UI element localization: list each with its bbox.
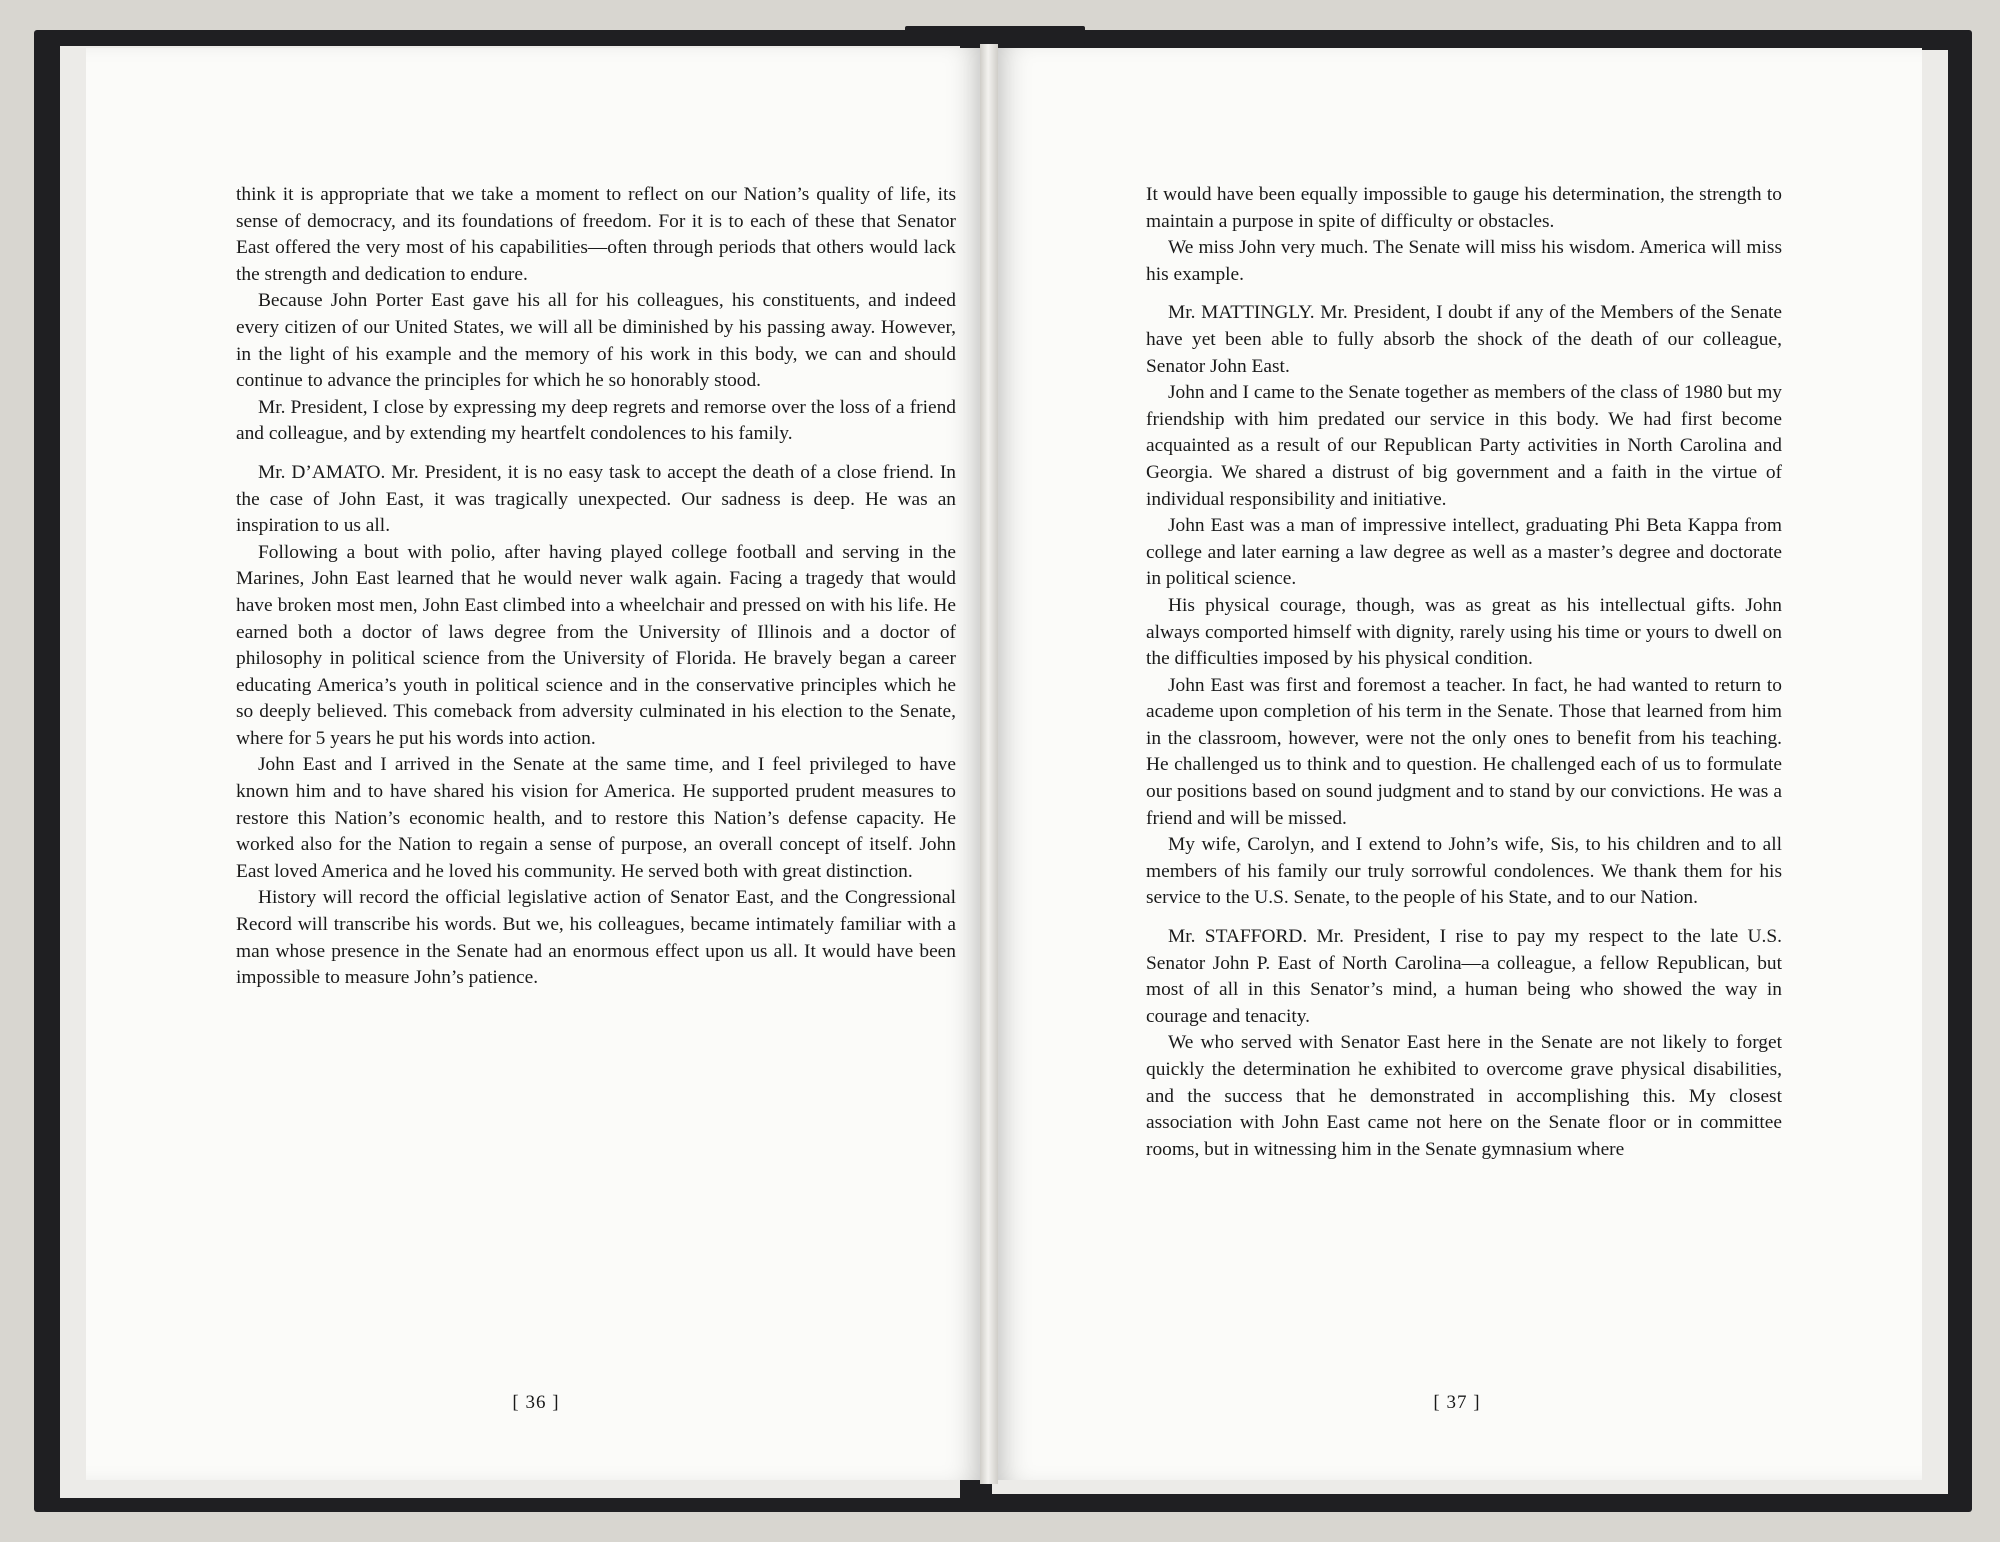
paragraph: His physical courage, though, was as great as his intellectual gifts. John always comported himself with dignity, rarely using his time or yours to dwell on the difficulties imposed by his physical condition. [1146,594,1782,670]
speaker-paragraph: Mr. D’AMATO. Mr. President, it is no easy task to accept the death of a close friend. In the case of John East, it was tragically unexpected. Our sadness is deep. He was an inspiration to us all. [236,461,956,537]
paragraph: John East and I arrived in the Senate at the same time, and I feel privileged to have known him and to have shared his vision for America. He supported prudent measures to restore this Nation’s economic health, and to restore this Nation’s defense capacity. He worked also for the Nation to regain a sense of purpose, an overall concept of itself. John East loved America and he loved his community. He served both with great distinction. [236,754,956,882]
left-page-text [236,182,956,992]
speaker-paragraph: Mr. MATTINGLY. Mr. President, I doubt if any of the Members of the Senate have yet been able to fully absorb the shock of the death of our colleague, Senator John East. [1146,302,1782,377]
paragraph: We miss John very much. The Senate will miss his wisdom. America will miss his example. [1146,237,1782,285]
page-number: [ 36 ] [512,1392,560,1413]
paragraph: John East was a man of impressive intellect, graduating Phi Beta Kappa from college and later earning a law degree as well as a master’s degree and doctorate in political science. [1146,515,1782,590]
paragraph: Following a bout with polio, after having played college football and serving in the Marines, John East learned that he would never walk again. Facing a tragedy that would have broken most men, John East climbed into a wheelchair and pressed on with his life. He earned both a doctor of laws degree from the University of Illinois and a doctor of philosophy in political science from the University of Florida. He bravely began a career educating America’s youth in political science and in the conservative principles which he so deeply believed. This comeback from adversity culminated in his election to the Senate, where for 5 years he put his words into action. [236,541,956,749]
right-page-text [1146,182,1782,1163]
paragraph: We who served with Senator East here in the Senate are not likely to forget quickly the determination he exhibited to overcome grave physical disabilities, and the success that he demonstrated in accomplishing this. My closest association with John East came not here on the Senate floor or in committee rooms, but in witnessing him in the Senate gymnasium where [1146,1032,1782,1160]
speaker-paragraph: Mr. STAFFORD. Mr. President, I rise to pay my respect to the late U.S. Senator John P. East of North Carolina—a colleague, a fellow Republican, but most of all in this Senator’s mind, a human being who showed the way in courage and tenacity. [1146,926,1782,1027]
paragraph: History will record the official legislative action of Senator East, and the Congressional Record will transcribe his words. But we, his colleagues, became intimately familiar with a man whose presence in the Senate had an enormous effect upon us all. It would have been impossible to measure John’s patience. [236,887,956,989]
paragraph: think it is appropriate that we take a moment to reflect on our Nation’s quality of life, its sense of democracy, and its foundations of freedom. For it is to each of these that Senator East offered the very most of his capabilities—often through periods that others would lack the strength and dedication to endure. [236,184,956,285]
paragraph: Because John Porter East gave his all for his colleagues, his constituents, and indeed every citizen of our United States, we will all be diminished by his passing away. However, in the light of his example and the memory of his work in this body, we can and should continue to advance the principles for which he so honorably stood. [236,290,956,392]
paragraph: John and I came to the Senate together as members of the class of 1980 but my friendship with him predated our service in this body. We had first become acquainted as a result of our Republican Party activities in North Carolina and Georgia. We shared a distrust of big government and a faith in the virtue of individual responsibility and initiative. [1146,382,1782,510]
paragraph: It would have been equally impossible to gauge his determination, the strength to maintain a purpose in spite of difficulty or obstacles. [1146,184,1782,232]
paragraph: My wife, Carolyn, and I extend to John’s wife, Sis, to his children and to all members of his family our truly sorrowful condolences. We thank them for his service to the U.S. Senate, to the people of his State, and to our Nation. [1146,834,1782,909]
paragraph: Mr. President, I close by expressing my deep regrets and remorse over the loss of a friend and colleague, and by extending my heartfelt condolences to his family. [236,396,956,445]
book-spine [905,26,1085,44]
paragraph: John East was first and foremost a teacher. In fact, he had wanted to return to academe upon completion of his term in the Senate. Those that learned from him in the classroom, however, were not the only ones to benefit from his teaching. He challenged us to think and to question. He challenged each of us to formulate our positions based on sound judgment and to stand by our convictions. He was a friend and will be missed. [1146,674,1782,829]
right-page [992,48,1922,1480]
book-gutter [980,44,998,1484]
page-number: [ 37 ] [1433,1392,1481,1413]
left-page [86,48,986,1480]
